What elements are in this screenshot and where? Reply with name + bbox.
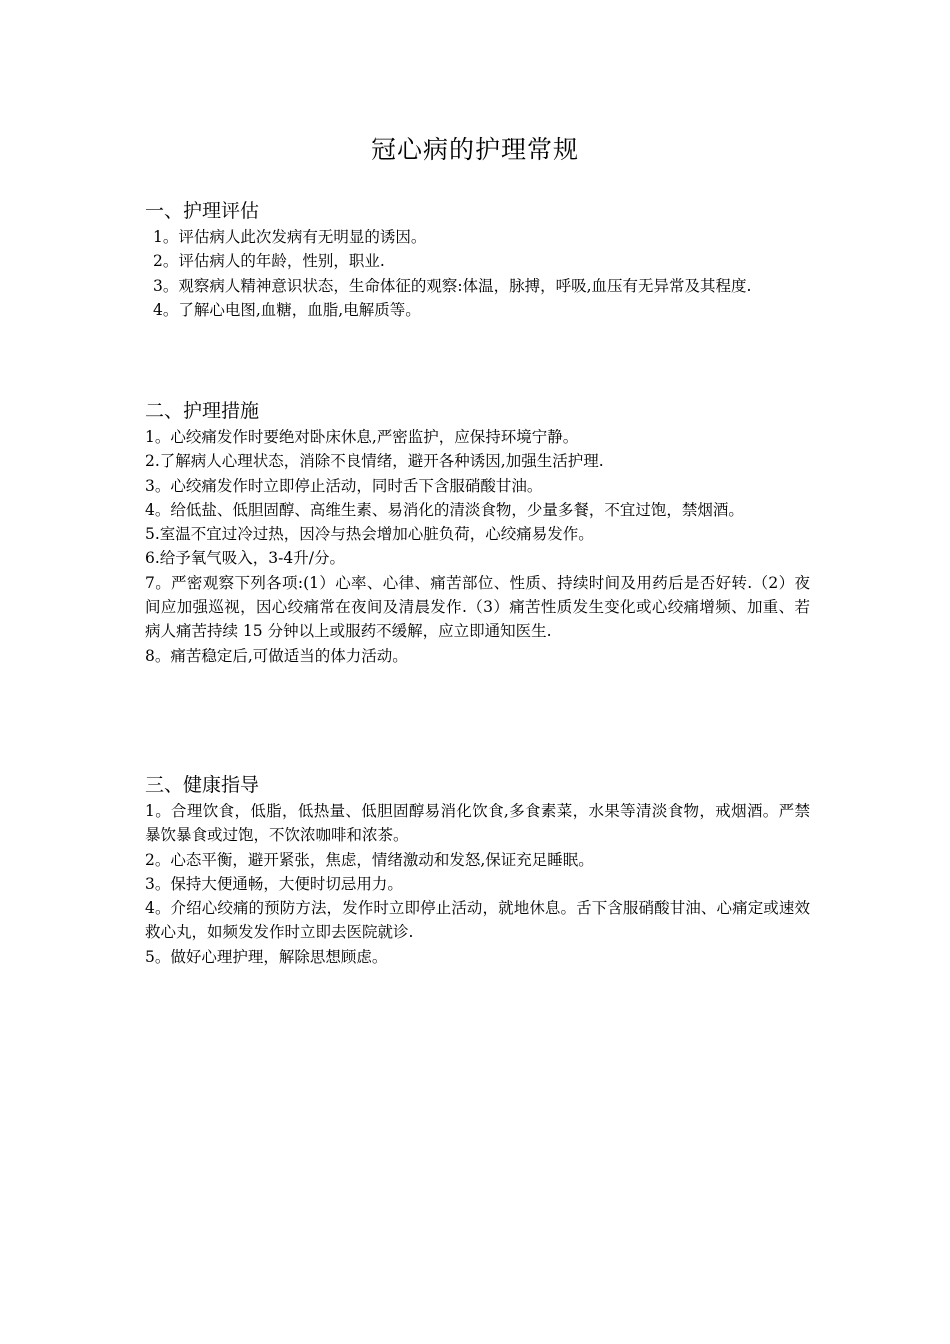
list-item: 3。保持大便通畅，大便时切忌用力。 xyxy=(145,874,403,893)
list-item: 5.室温不宜过冷过热，因冷与热会增加心脏负荷，心绞痛易发作。 xyxy=(145,525,594,544)
document-title: 冠心病的护理常规 xyxy=(370,135,579,164)
list-item: 7。严密观察下列各项:(1）心率、心律、痛苦部位、性质、持续时间及用药后是否好转.（2）夜间应加强巡视，因心绞痛常在夜间及清晨发作.（3）痛苦性质发生变化或心绞痛增频、加重、若病人痛苦持续 15 分钟以上或服药不缓解，应立即通知医生. xyxy=(145,573,810,641)
section-health-guidance xyxy=(145,772,810,969)
list-item: 4。介绍心绞痛的预防方法，发作时立即停止活动，就地休息。舌下含服硝酸甘油、心痛定或速效救心丸，如频发发作时立即去医院就诊. xyxy=(145,899,810,942)
list-item: 2.了解病人心理状态，消除不良情绪，避开各种诱因,加强生活护理. xyxy=(145,452,604,471)
section-heading: 三、健康指导 xyxy=(145,774,260,796)
section-heading: 二、护理措施 xyxy=(145,400,260,422)
list-item: 3。观察病人精神意识状态，生命体征的观察:体温，脉搏，呼吸,血压有无异常及其程度. xyxy=(153,276,752,295)
list-item: 2。心态平衡，避开紧张，焦虑，情绪激动和发怒,保证充足睡眠。 xyxy=(145,850,594,869)
list-item: 8。痛苦稳定后,可做适当的体力活动。 xyxy=(145,646,408,665)
section-heading: 一、护理评估 xyxy=(145,200,260,222)
list-item: 2。评估病人的年龄，性别，职业. xyxy=(153,252,385,271)
list-item: 1。评估病人此次发病有无明显的诱因。 xyxy=(153,228,427,246)
section-nursing-measures xyxy=(145,398,810,668)
list-item: 6.给予氧气吸入，3-4升/分。 xyxy=(145,549,345,568)
section-nursing-assessment xyxy=(145,198,810,322)
list-item: 1。心绞痛发作时要绝对卧床休息,严密监护，应保持环境宁静。 xyxy=(145,428,579,446)
list-item: 4。给低盐、低胆固醇、高维生素、易消化的清淡食物，少量多餐，不宜过饱，禁烟酒。 xyxy=(145,500,744,519)
list-item: 1。合理饮食，低脂，低热量、低胆固醇易消化饮食,多食素菜，水果等清淡食物，戒烟酒。严禁暴饮暴食或过饱，不饮浓咖啡和浓茶。 xyxy=(145,802,810,845)
list-item: 4。了解心电图,血糖，血脂,电解质等。 xyxy=(153,300,421,319)
list-item: 5。做好心理护理，解除思想顾虑。 xyxy=(145,947,388,966)
list-item: 3。心绞痛发作时立即停止活动，同时舌下含服硝酸甘油。 xyxy=(145,476,543,495)
